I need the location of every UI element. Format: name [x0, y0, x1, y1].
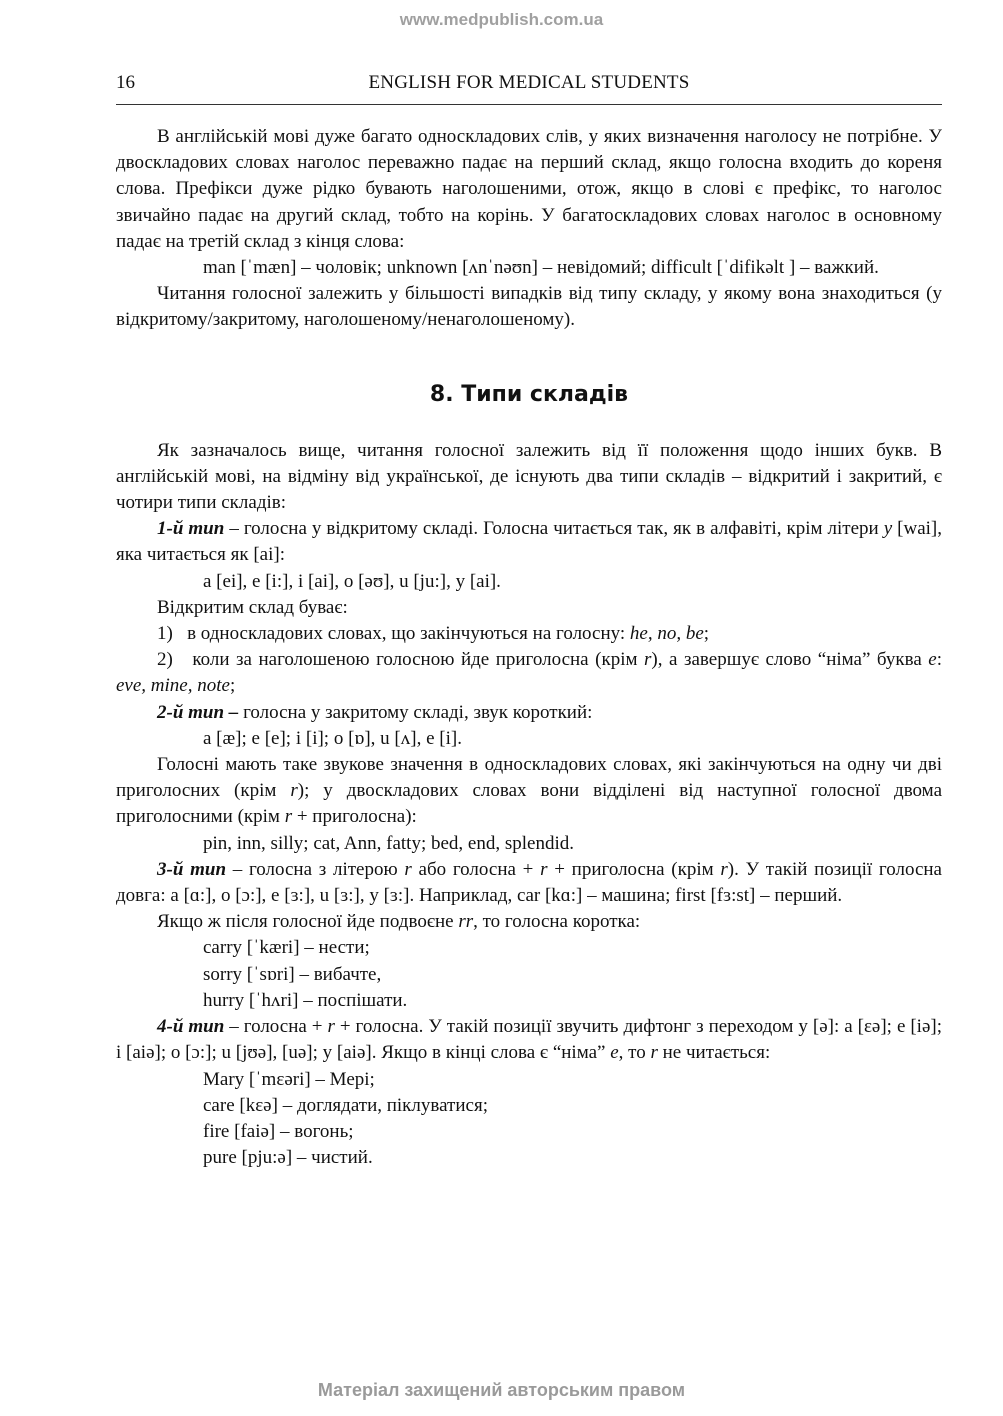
page-body — [116, 124, 942, 1171]
type4-example: pure [pju:ə] – чистий. — [203, 1147, 373, 1169]
type1-paragraph: 1-й тип – голосна у відкритому складі. Голосна читається так, як в алфавіті, крім літери y [wai], яка читається як [ai]: — [116, 518, 942, 566]
page-number: 16 — [116, 72, 135, 93]
section-intro: Як зазначалось вище, читання голосної залежить від її положення щодо інших букв. В англійській мові, на відміну від української, де існують два типи складів – відкритий і закритий, є чотири типи складів: — [116, 439, 942, 514]
type3-example: hurry [ˈhʌri] – поспішати. — [203, 989, 408, 1011]
type1-label: 1-й тип — [157, 518, 225, 540]
type3-example: carry [ˈkæri] – нести; — [203, 937, 370, 959]
type2-paragraph: 2-й тип – голосна у закритому складі, звук короткий: — [157, 701, 593, 723]
stress-example: man [ˈmæn] – чоловік; unknown [ʌnˈnəʊn] – невідомий; difficult [ˈdifikəlt ] – важкий. — [203, 257, 879, 279]
intro-paragraph-2: Читання голосної залежить у більшості випадків від типу складу, у якому вона знаходиться (у відкритому/закритому, наголошеному/ненаголошеному). — [116, 283, 942, 331]
running-title: ENGLISH FOR MEDICAL STUDENTS — [368, 72, 690, 93]
type4-example: Mary [ˈmɛəri] – Мері; — [203, 1068, 375, 1090]
copyright-footer: Матеріал захищений авторським правом — [317, 1380, 686, 1400]
type3-label: 3-й тип — [157, 858, 227, 880]
open-syllable-intro: Відкритим склад буває: — [157, 596, 348, 618]
type4-example: fire [faiə] – вогонь; — [203, 1120, 354, 1142]
page-header — [116, 70, 942, 105]
type4-label: 4-й тип — [157, 1016, 225, 1038]
double-r-note: Якщо ж після голосної йде подвоєне rr, то голосна коротка: — [157, 911, 641, 933]
list-item: 1) в односкладових словах, що закінчуються на голосну: he, no, be; — [157, 623, 710, 645]
type4-paragraph: 4-й тип – голосна + r + голосна. У такій позиції звучить дифтонг з переходом у [ə]: a [ɛə]; e [iə]; i [aiə]; o [ɔ:]; u [jʊə], [uə]; y [aiə]. Якщо в кінці слова є “німа” e, то r не читається: — [116, 1016, 942, 1064]
list-item: 2) коли за наголошеною голосною йде приголосна (крім r), а завершує слово “німа” буква e: eve, mine, note; — [116, 649, 942, 697]
type2-explanation: Голосні мають таке звукове значення в односкладових словах, які закінчуються на одну чи дві приголосних (крім r); у двоскладових словах вони відділені від наступної голосної двома приголосними (крім r + приголосна): — [116, 754, 942, 828]
type1-example: a [ei], e [i:], i [ai], o [əʊ], u [ju:], y [ai]. — [203, 570, 501, 592]
type2-example-2: pin, inn, silly; cat, Ann, fatty; bed, end, splendid. — [203, 832, 574, 854]
site-watermark: www.medpublish.com.ua — [399, 10, 604, 29]
section-title: 8. Типи складів — [429, 381, 629, 407]
type2-example: a [æ]; e [e]; i [i]; o [ɒ], u [ʌ], e [i]. — [203, 727, 462, 749]
type3-example: sorry [ˈsɒri] – вибачте, — [203, 963, 382, 985]
type2-label: 2-й тип – — [157, 701, 239, 723]
type4-example: care [kɛə] – доглядати, піклуватися; — [203, 1094, 488, 1116]
intro-paragraph: В англійській мові дуже багато односкладових слів, у яких визначення наголосу не потрібне. У двоскладових словах наголос переважно падає на перший склад, якщо голосна входить до кореня слова. Префікси дуже рідко бувають наголошеними, отож, якщо в слові є префікс, то наголос звичайно падає на другий склад, тобто на корінь. У багатоскладових словах наголос в основному падає на третій склад з кінця слова: — [116, 126, 942, 252]
type3-paragraph: 3-й тип – голосна з літерою r або голосна + r + приголосна (крім r). У такій позиції голосна довга: a [ɑ:], o [ɔ:], e [ɜ:], u [ɜ:], y [ɜ:]. Наприклад, car [kɑ:] – машина; first [fɜ:st] – перший. — [116, 858, 942, 907]
